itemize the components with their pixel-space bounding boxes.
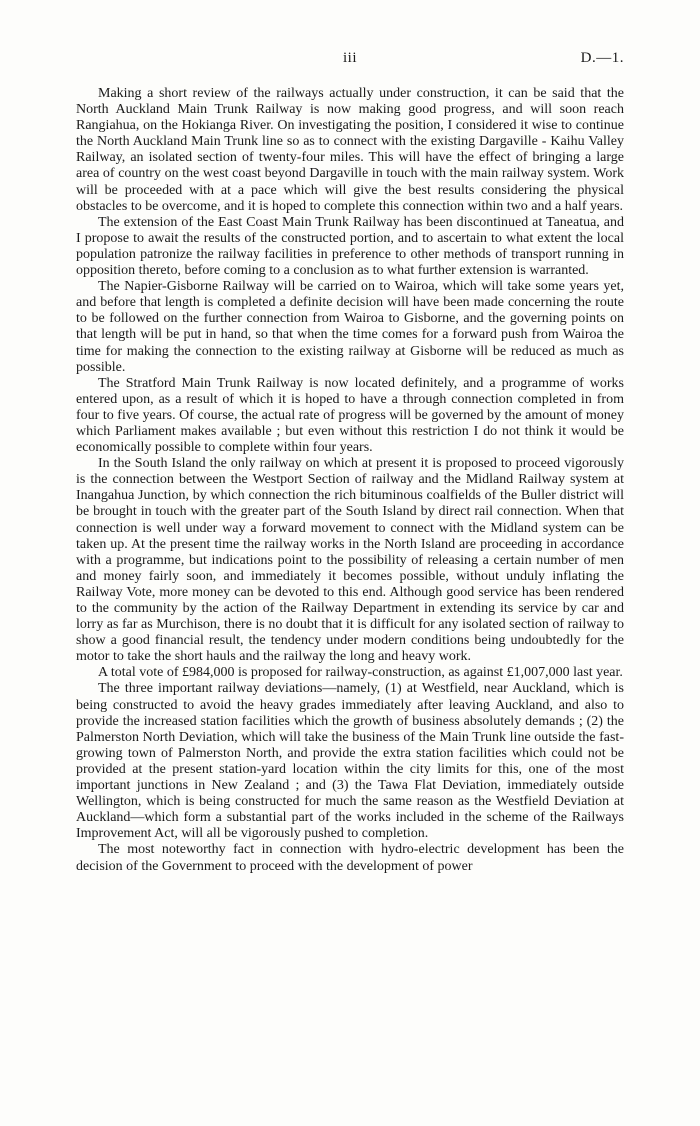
page-header [76, 50, 624, 70]
paragraph: A total vote of £984,000 is proposed for railway-construction, as against £1,007,000 last year. [98, 665, 623, 681]
paragraph: Making a short review of the railways actually under construction, it can be said that the North Auckland Main Trunk Railway is now making good progress, and will soon reach Rangiahua, on the Hokianga River. On investigating the position, I considered it wise to continue the North Auckland Main Trunk line so as to connect with the existing Dargaville - Kaihu Valley Railway, an isolated section of twenty-four miles. This will have the effect of bringing a large area of country on the west coast beyond Dargaville in touch with the main railway system. Work will be proceeded with at a pace which will give the best results considering the physical obstacles to be overcome, and it is hoped to complete this connection within two and a half years. [76, 86, 624, 214]
paragraph: In the South Island the only railway on which at present it is proposed to proceed vigorously is the connection between the Westport Section of railway and the Midland Railway system at Inangahua Junction, by which connection the rich bituminous coalfields of the Buller district will be brought in touch with the greater part of the South Island by direct rail connection. When that connection is well under way a forward movement to connect with the Midland system can be taken up. At the present time the railway works in the North Island are proceeding in accordance with a programme, but indications point to the possibility of releasing a certain number of men and money fairly soon, and immediately it becomes possible, without unduly inflating the Railway Vote, more money can be devoted to this end. Although good service has been rendered to the community by the action of the Railway Department in extending its service by car and lorry as far as Murchison, there is no doubt that it is difficult for any isolated section of railway to show a good financial result, the tendency under modern conditions being undoubtedly for the motor to take the short hauls and the railway the long and heavy work. [76, 456, 624, 665]
paragraph: The Stratford Main Trunk Railway is now located definitely, and a programme of works entered upon, as a result of which it is hoped to have a through connection completed in from four to five years. Of course, the actual rate of progress will be governed by the amount of money which Parliament makes available ; but even without this restriction I do not think it would be economically possible to complete within four years. [76, 375, 624, 456]
paragraph: The most noteworthy fact in connection with hydro-electric development has been the decision of the Government to proceed with the development of power [76, 842, 624, 874]
document-reference: D.—1. [580, 50, 624, 66]
paragraph: The Napier-Gisborne Railway will be carried on to Wairoa, which will take some years yet, and before that length is completed a definite decision will have been made concerning the route to be followed on the further connection from Wairoa to Gisborne, and the governing points on that length will be put in hand, so that when the time comes for a forward push from Wairoa the time for making the connection to the existing railway at Gisborne will be reduced as much as possible. [76, 279, 624, 375]
body-text [76, 86, 624, 875]
page-number: iii [342, 50, 357, 66]
paragraph: The extension of the East Coast Main Trunk Railway has been discontinued at Taneatua, and I propose to await the results of the constructed portion, and to ascertain to what extent the local population patronize the railway facilities in preference to other methods of transport running in opposition thereto, before coming to a conclusion as to what further extension is warranted. [76, 214, 624, 279]
paragraph: The three important railway deviations—namely, (1) at Westfield, near Auckland, which is being constructed to avoid the heavy grades immediately after leaving Auckland, and also to provide the increased station facilities which the growth of business absolutely demands ; (2) the Palmerston North Deviation, which will take the business of the Main Trunk line outside the fast-growing town of Palmerston North, and provide the extra station facilities which could not be provided at the present station-yard location within the city limits for this, one of the most important junctions in New Zealand ; and (3) the Tawa Flat Deviation, immediately outside Wellington, which is being constructed for much the same reason as the Westfield Deviation at Auckland—which form a substantial part of the works included in the scheme of the Railways Improvement Act, will all be vigorously pushed to completion. [76, 681, 624, 842]
